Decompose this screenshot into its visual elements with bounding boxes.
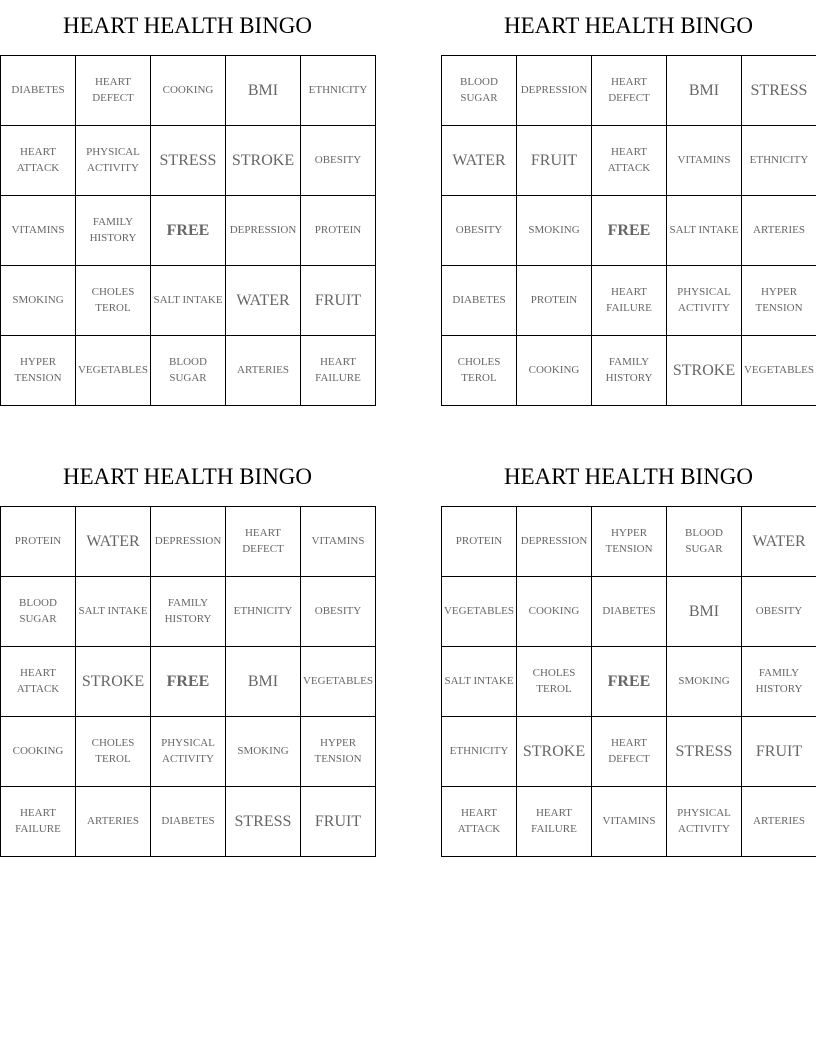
bingo-cell bbox=[517, 56, 592, 126]
bingo-row bbox=[1, 56, 376, 126]
cell-label: HEART DEFECT bbox=[608, 737, 650, 765]
cell-label: VITAMINS bbox=[677, 153, 731, 166]
bingo-cell bbox=[226, 56, 301, 126]
bingo-cell bbox=[1, 196, 76, 266]
bingo-row bbox=[1, 336, 376, 406]
cell-label: BLOOD SUGAR bbox=[169, 356, 207, 384]
cell-label: COOKING bbox=[12, 744, 64, 757]
bingo-cell bbox=[1, 507, 76, 577]
cell-label: WATER bbox=[452, 151, 506, 169]
bingo-cell bbox=[76, 56, 151, 126]
cell-label: CHOLES TEROL bbox=[91, 737, 135, 765]
cell-label: ETHNICITY bbox=[749, 153, 809, 166]
cell-label: PROTEIN bbox=[530, 293, 578, 306]
cell-label: SALT INTAKE bbox=[78, 604, 148, 617]
cell-label: HYPER TENSION bbox=[755, 286, 803, 314]
cell-label: FAMILY HISTORY bbox=[605, 356, 653, 384]
bingo-cell bbox=[667, 266, 742, 336]
bingo-cell bbox=[301, 336, 376, 406]
bingo-cell bbox=[592, 56, 667, 126]
bingo-cell bbox=[76, 196, 151, 266]
bingo-cell bbox=[517, 336, 592, 406]
cell-label: BMI bbox=[247, 672, 279, 690]
cell-label: SMOKING bbox=[678, 674, 730, 687]
cell-label: FRUIT bbox=[755, 742, 803, 760]
free-space-cell bbox=[151, 647, 226, 717]
bingo-row bbox=[442, 507, 816, 577]
bingo-cell bbox=[226, 507, 301, 577]
cell-label: VEGETABLES bbox=[743, 363, 814, 376]
bingo-row bbox=[442, 196, 816, 266]
bingo-row bbox=[442, 56, 816, 126]
bingo-cell bbox=[667, 336, 742, 406]
cell-label: BMI bbox=[688, 81, 720, 99]
bingo-cell bbox=[226, 717, 301, 787]
cell-label: FAMILY HISTORY bbox=[164, 597, 212, 625]
bingo-cell bbox=[667, 196, 742, 266]
bingo-cell bbox=[667, 56, 742, 126]
bingo-cell bbox=[442, 336, 517, 406]
card-title: HEART HEALTH BINGO bbox=[503, 13, 754, 38]
bingo-row bbox=[1, 647, 376, 717]
bingo-cell bbox=[301, 717, 376, 787]
bingo-cell bbox=[592, 717, 667, 787]
cell-label: VITAMINS bbox=[311, 534, 365, 547]
cell-label: WATER bbox=[86, 532, 140, 550]
bingo-cell bbox=[76, 126, 151, 196]
cell-label: COOKING bbox=[162, 83, 214, 96]
cell-label: VITAMINS bbox=[11, 223, 65, 236]
bingo-cell bbox=[442, 126, 517, 196]
bingo-cell bbox=[517, 507, 592, 577]
cell-label: HEART FAILURE bbox=[15, 807, 61, 835]
bingo-cell bbox=[1, 336, 76, 406]
bingo-cell bbox=[667, 647, 742, 717]
cell-label: STRESS bbox=[675, 742, 733, 760]
cell-label: OBESITY bbox=[755, 604, 803, 617]
bingo-cell bbox=[667, 507, 742, 577]
cell-label: FAMILY HISTORY bbox=[755, 667, 803, 695]
bingo-grid bbox=[0, 55, 376, 406]
bingo-cell bbox=[442, 507, 517, 577]
bingo-cell bbox=[226, 336, 301, 406]
cell-label: ARTERIES bbox=[753, 223, 805, 236]
bingo-cell bbox=[301, 787, 376, 857]
bingo-cell bbox=[151, 787, 226, 857]
bingo-cell bbox=[301, 577, 376, 647]
cell-label: OBESITY bbox=[314, 153, 362, 166]
bingo-cell bbox=[301, 647, 376, 717]
bingo-row bbox=[1, 126, 376, 196]
bingo-cell bbox=[517, 717, 592, 787]
bingo-row bbox=[442, 336, 816, 406]
bingo-cell bbox=[1, 577, 76, 647]
cell-label: SALT INTAKE bbox=[153, 293, 223, 306]
cell-label: FRUIT bbox=[314, 812, 362, 830]
cell-label: ETHNICITY bbox=[449, 744, 509, 757]
cell-label: FREE bbox=[607, 221, 651, 239]
cell-label: STRESS bbox=[750, 81, 808, 99]
free-space-cell bbox=[592, 647, 667, 717]
bingo-cell bbox=[742, 647, 816, 717]
cell-label: BMI bbox=[688, 602, 720, 620]
bingo-cell bbox=[151, 56, 226, 126]
cell-label: PROTEIN bbox=[314, 223, 362, 236]
cell-label: BLOOD SUGAR bbox=[460, 76, 498, 104]
bingo-cell bbox=[742, 507, 816, 577]
bingo-cell bbox=[592, 336, 667, 406]
bingo-cell bbox=[442, 56, 517, 126]
bingo-cell bbox=[517, 647, 592, 717]
bingo-grid bbox=[441, 506, 816, 857]
cell-label: ARTERIES bbox=[753, 814, 805, 827]
cell-label: SMOKING bbox=[528, 223, 580, 236]
bingo-cell bbox=[517, 126, 592, 196]
cell-label: FRUIT bbox=[530, 151, 578, 169]
cell-label: FAMILY HISTORY bbox=[89, 216, 137, 244]
card-title: HEART HEALTH BINGO bbox=[62, 13, 313, 38]
bingo-cell bbox=[76, 266, 151, 336]
cell-label: PHYSICAL ACTIVITY bbox=[677, 807, 731, 835]
bingo-cell bbox=[742, 266, 816, 336]
bingo-cell bbox=[742, 577, 816, 647]
cell-label: WATER bbox=[752, 532, 806, 550]
card-title: HEART HEALTH BINGO bbox=[62, 464, 313, 489]
bingo-cell bbox=[442, 266, 517, 336]
cell-label: VEGETABLES bbox=[443, 604, 514, 617]
bingo-cell bbox=[742, 717, 816, 787]
cell-label: HEART DEFECT bbox=[92, 76, 134, 104]
bingo-cell bbox=[76, 647, 151, 717]
cell-label: HYPER TENSION bbox=[314, 737, 362, 765]
bingo-cell bbox=[151, 336, 226, 406]
bingo-row bbox=[1, 787, 376, 857]
cell-label: HEART ATTACK bbox=[457, 807, 501, 835]
free-space-cell bbox=[151, 196, 226, 266]
bingo-cell bbox=[742, 126, 816, 196]
cell-label: SALT INTAKE bbox=[444, 674, 514, 687]
bingo-cell bbox=[226, 266, 301, 336]
bingo-grid bbox=[441, 55, 816, 406]
cell-label: HEART ATTACK bbox=[607, 146, 651, 174]
cell-label: DIABETES bbox=[11, 83, 65, 96]
bingo-cell bbox=[1, 266, 76, 336]
cell-label: DIABETES bbox=[602, 604, 656, 617]
cell-label: DIABETES bbox=[452, 293, 506, 306]
cell-label: FREE bbox=[166, 221, 210, 239]
bingo-cell bbox=[76, 577, 151, 647]
bingo-cell bbox=[151, 507, 226, 577]
cell-label: ETHNICITY bbox=[308, 83, 368, 96]
cell-label: STROKE bbox=[81, 672, 145, 690]
bingo-cell bbox=[226, 577, 301, 647]
bingo-cell bbox=[517, 787, 592, 857]
bingo-cell bbox=[442, 717, 517, 787]
cell-label: PROTEIN bbox=[455, 534, 503, 547]
bingo-cell bbox=[742, 787, 816, 857]
cell-label: STROKE bbox=[672, 361, 736, 379]
bingo-cell bbox=[301, 56, 376, 126]
bingo-cell bbox=[442, 196, 517, 266]
bingo-cell bbox=[517, 577, 592, 647]
cell-label: HEART FAILURE bbox=[606, 286, 652, 314]
cell-label: ARTERIES bbox=[237, 363, 289, 376]
bingo-cell bbox=[442, 647, 517, 717]
bingo-cell bbox=[301, 266, 376, 336]
bingo-row bbox=[442, 577, 816, 647]
bingo-cell bbox=[151, 577, 226, 647]
cell-label: HEART ATTACK bbox=[16, 667, 60, 695]
cell-label: SMOKING bbox=[237, 744, 289, 757]
bingo-row bbox=[1, 507, 376, 577]
bingo-grid bbox=[0, 506, 376, 857]
bingo-cell bbox=[1, 56, 76, 126]
bingo-cell bbox=[667, 126, 742, 196]
cell-label: WATER bbox=[236, 291, 290, 309]
bingo-cell bbox=[226, 787, 301, 857]
bingo-cell bbox=[76, 336, 151, 406]
cell-label: OBESITY bbox=[455, 223, 503, 236]
cell-label: HYPER TENSION bbox=[605, 527, 653, 555]
bingo-cell bbox=[76, 507, 151, 577]
bingo-row bbox=[442, 266, 816, 336]
cell-label: COOKING bbox=[528, 604, 580, 617]
bingo-cell bbox=[226, 647, 301, 717]
cell-label: CHOLES TEROL bbox=[91, 286, 135, 314]
bingo-row bbox=[1, 577, 376, 647]
bingo-cell bbox=[1, 647, 76, 717]
bingo-cell bbox=[151, 266, 226, 336]
cell-label: HEART DEFECT bbox=[608, 76, 650, 104]
cell-label: HYPER TENSION bbox=[14, 356, 62, 384]
bingo-cell bbox=[667, 787, 742, 857]
bingo-cell bbox=[442, 577, 517, 647]
bingo-cell bbox=[76, 717, 151, 787]
bingo-row bbox=[442, 647, 816, 717]
cell-label: HEART ATTACK bbox=[16, 146, 60, 174]
cell-label: STROKE bbox=[522, 742, 586, 760]
bingo-row bbox=[442, 787, 816, 857]
cell-label: STRESS bbox=[159, 151, 217, 169]
cell-label: STROKE bbox=[231, 151, 295, 169]
cell-label: PHYSICAL ACTIVITY bbox=[161, 737, 215, 765]
cell-label: PROTEIN bbox=[14, 534, 62, 547]
bingo-cell bbox=[151, 126, 226, 196]
bingo-row bbox=[1, 266, 376, 336]
cell-label: DEPRESSION bbox=[520, 534, 588, 547]
bingo-cell bbox=[667, 717, 742, 787]
bingo-cell bbox=[301, 196, 376, 266]
cell-label: VITAMINS bbox=[602, 814, 656, 827]
cell-label: FREE bbox=[607, 672, 651, 690]
cell-label: VEGETABLES bbox=[77, 363, 148, 376]
cell-label: STRESS bbox=[234, 812, 292, 830]
cell-label: BLOOD SUGAR bbox=[19, 597, 57, 625]
bingo-row bbox=[442, 126, 816, 196]
cell-label: DEPRESSION bbox=[520, 83, 588, 96]
cell-label: PHYSICAL ACTIVITY bbox=[677, 286, 731, 314]
cell-label: FREE bbox=[166, 672, 210, 690]
bingo-cell bbox=[592, 787, 667, 857]
cell-label: VEGETABLES bbox=[302, 674, 373, 687]
bingo-cell bbox=[76, 787, 151, 857]
cell-label: ETHNICITY bbox=[233, 604, 293, 617]
bingo-row bbox=[1, 717, 376, 787]
bingo-row bbox=[1, 196, 376, 266]
cell-label: PHYSICAL ACTIVITY bbox=[86, 146, 140, 174]
cell-label: DEPRESSION bbox=[154, 534, 222, 547]
cell-label: CHOLES TEROL bbox=[457, 356, 501, 384]
bingo-cell bbox=[592, 126, 667, 196]
bingo-row bbox=[442, 717, 816, 787]
bingo-cell bbox=[592, 577, 667, 647]
bingo-cell bbox=[1, 787, 76, 857]
free-space-cell bbox=[592, 196, 667, 266]
cell-label: SALT INTAKE bbox=[669, 223, 739, 236]
cell-label: FRUIT bbox=[314, 291, 362, 309]
card-title: HEART HEALTH BINGO bbox=[503, 464, 754, 489]
cell-label: DIABETES bbox=[161, 814, 215, 827]
cell-label: DEPRESSION bbox=[229, 223, 297, 236]
bingo-cell bbox=[151, 717, 226, 787]
cell-label: ARTERIES bbox=[87, 814, 139, 827]
bingo-cell bbox=[1, 126, 76, 196]
bingo-cell bbox=[301, 126, 376, 196]
cell-label: BMI bbox=[247, 81, 279, 99]
bingo-cell bbox=[226, 126, 301, 196]
bingo-cell bbox=[742, 56, 816, 126]
bingo-cell bbox=[742, 336, 816, 406]
bingo-cell bbox=[742, 196, 816, 266]
cell-label: HEART FAILURE bbox=[315, 356, 361, 384]
bingo-cell bbox=[1, 717, 76, 787]
cell-label: OBESITY bbox=[314, 604, 362, 617]
cell-label: CHOLES TEROL bbox=[532, 667, 576, 695]
bingo-cell bbox=[226, 196, 301, 266]
bingo-cell bbox=[301, 507, 376, 577]
bingo-cell bbox=[592, 507, 667, 577]
cell-label: BLOOD SUGAR bbox=[685, 527, 723, 555]
cell-label: SMOKING bbox=[12, 293, 64, 306]
cell-label: HEART FAILURE bbox=[531, 807, 577, 835]
bingo-cell bbox=[517, 196, 592, 266]
bingo-cell bbox=[667, 577, 742, 647]
bingo-cell bbox=[517, 266, 592, 336]
bingo-cell bbox=[442, 787, 517, 857]
cell-label: HEART DEFECT bbox=[242, 527, 284, 555]
bingo-cell bbox=[592, 266, 667, 336]
cell-label: COOKING bbox=[528, 363, 580, 376]
